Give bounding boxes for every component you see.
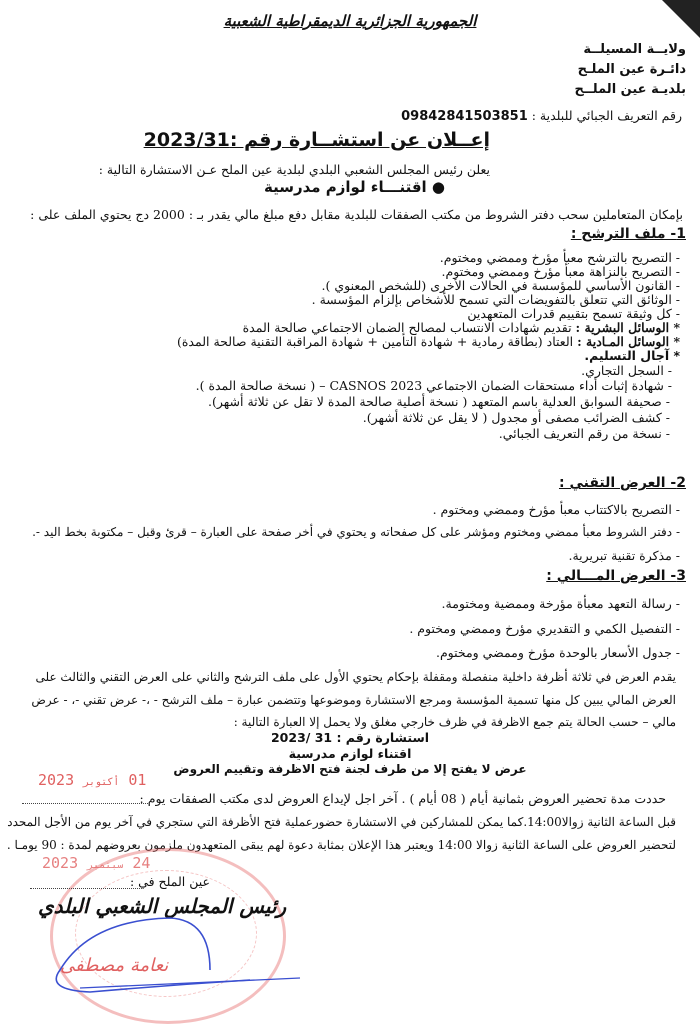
stamp-month: أكتوبر <box>83 777 120 788</box>
place-line <box>30 874 210 889</box>
republic-header: الجمهورية الجزائرية الديمقراطية الشعبية <box>223 12 477 30</box>
commune: بلديـة عين الملــح <box>574 82 686 97</box>
page-title: إعــلان عن استشــارة رقم :2023/31 <box>143 129 490 151</box>
place-blank <box>30 888 140 889</box>
envelope-label-number: استشارة رقم : 31 /2023 <box>270 730 430 745</box>
deadline-line: قبل الساعة الثانية زوالا14:00.كما يمكن للمشاركين في الاستشارة حضورعملية فتح الأظرفة التي ستجري في آخر يوم من الأجل المحدد <box>7 815 676 829</box>
envelope-paragraph-line: العرض المالي يبين كل منها تسمية المؤسسة ومرجع الاستشارة وموضوعها وتتضمن عبارة – ملف الترشح - ،- عرض تقني -، - عرض <box>31 693 676 707</box>
envelope-label-subject: اقتناء لوازم مدرسية <box>288 746 412 761</box>
section3-heading: 3- العرض المـــالي : <box>546 568 686 584</box>
tax-id-label: رقم التعريف الجبائي للبلدية : <box>531 108 682 123</box>
envelope-label-note: عرض لا يفتح إلا من طرف لجنة فتح الاظرفة وتقييم العروض <box>173 762 527 776</box>
stamp-day: 24 <box>132 854 151 872</box>
list-item: - كشف الضرائب مصفى أو مجدول ( لا يقل عن ثلاثة أشهر). <box>362 410 670 425</box>
list-item: - شهادة إثبات أداء مستحقات الضمان الاجتماعي CASNOS 2023 – ( نسخة صالحة المدة ). <box>195 378 672 393</box>
human-means <box>243 320 680 335</box>
wilaya: ولايــة المسيلــة <box>583 42 686 57</box>
deadline-line: لتحضير العروض على الساعة الثانية زوالا 14:00 ويعتبر هذا الإعلان بمثابة دعوة لهم يبقى المتعهدون ملزمون بعروضهم لمدة : 90 يومـا . <box>6 838 676 852</box>
signed-date-stamp <box>42 856 150 873</box>
list-item: - التصريح بالنزاهة معبأ مؤرخ وممضي ومختوم. <box>441 264 680 279</box>
list-item: - كل وثيقة تسمح بتقييم قدرات المتعهدين <box>467 306 680 321</box>
tax-id-line <box>401 108 682 124</box>
list-item: - الوثائق التي تتعلق بالتفويضات التي تسمح للأشخاص بإلزام المؤسسة . <box>311 292 680 307</box>
subject-text: اقتنـــاء لوازم مدرسية <box>263 178 427 196</box>
list-item: - رسالة التعهد معبأة مؤرخة وممضية ومختومة. <box>441 596 680 611</box>
list-item: - السجل التجاري. <box>581 363 672 378</box>
stamp-year: 2023 <box>38 771 75 789</box>
section2-heading: 2- العرض التقني : <box>558 475 686 491</box>
section1-heading: 1- ملف الترشح : <box>570 226 686 242</box>
envelope-paragraph-line: مالي – حسب الحالة يتم جمع الاظرفة في ظرف خارجي مغلق ولا يحمل إلا العبارة التالية : <box>233 715 676 729</box>
deadline-blank <box>22 803 150 804</box>
material-means <box>177 334 680 349</box>
human-means-label: * الوسائل البشرية : <box>575 320 680 335</box>
stamp-day: 01 <box>128 771 147 789</box>
human-means-text: تقديم شهادات الانتساب لمصالح الضمان الاجتماعي صالحة المدة <box>242 320 572 335</box>
material-means-label: * الوسائل المـادية : <box>577 334 680 349</box>
tax-id: 09842841503851 <box>401 109 528 124</box>
material-means-text: العتاد (بطاقة رمادية + شهادة التأمين + شهادة المراقبة التقنية صالحة المدة) <box>177 334 574 349</box>
list-item: - صحيفة السوابق العدلية باسم المتعهد ( نسخة أصلية صالحة المدة لا تقل عن ثلاثة أشهر). <box>208 394 670 409</box>
list-item: - القانون الأساسي للمؤسسة في الحالات الأخرى (للشخص المعنوي ). <box>321 278 680 293</box>
envelope-paragraph-line: يقدم العرض في ثلاثة أظرفة داخلية منفصلة ومقفلة بإحكام يحتوي الأول على ملف الترشح والثاني على العرض التقني والثالث على <box>35 670 676 684</box>
list-item: - دفتر الشروط معبأ ممضي ومختوم ومؤشر على كل صفحاته و يحتوي في أخر صفحة على العبارة – قرئ وقبل – مكتوبة بخط اليد -. <box>32 525 680 539</box>
stamp-month: سبتمبر <box>87 860 124 871</box>
signature-title: رئيس المجلس الشعبي البلدي <box>38 894 287 918</box>
intro-text: يعلن رئيس المجلس الشعبي البلدي لبلدية عين الملح عـن الاستشارة التالية : <box>98 162 490 177</box>
list-item: - التصريح بالترشح معبأ مؤرخ وممضي ومختوم. <box>439 250 680 265</box>
deadline-line: حددت مدة تحضير العروض بثمانية أيام ( 08 أيام ) . آخر اجل لإيداع العروض لدى مكتب الصفقات يوم : <box>139 791 666 806</box>
daira: دائـرة عين الملـح <box>577 62 686 77</box>
subject: ● اقتنـــاء لوازم مدرسية <box>263 178 445 196</box>
delivery-label: * آجال التسليم. <box>584 348 680 363</box>
signatory-name: نعامة مصطفى <box>60 955 169 976</box>
withdraw-text: بإمكان المتعاملين سحب دفتر الشروط من مكتب الصفقات للبلدية مقابل دفع مبلغ مالي يقدر بـ : 2000 دج يحتوي الملف على : <box>30 207 683 222</box>
list-item: - التصريح بالاكتتاب معبأ مؤرخ وممضي ومختوم . <box>432 502 680 517</box>
list-item: - جدول الأسعار بالوحدة مؤرخ وممضي ومختوم. <box>435 645 680 660</box>
list-item: - التفصيل الكمي و التقديري مؤرخ وممضي ومختوم . <box>409 621 680 636</box>
stamp-year: 2023 <box>42 854 79 872</box>
list-item: - نسخة من رقم التعريف الجبائي. <box>498 426 670 441</box>
deadline-date-stamp <box>38 773 146 790</box>
place-label: عين الملح في : <box>130 874 210 889</box>
list-item: - مذكرة تقنية تبريرية. <box>568 548 680 563</box>
